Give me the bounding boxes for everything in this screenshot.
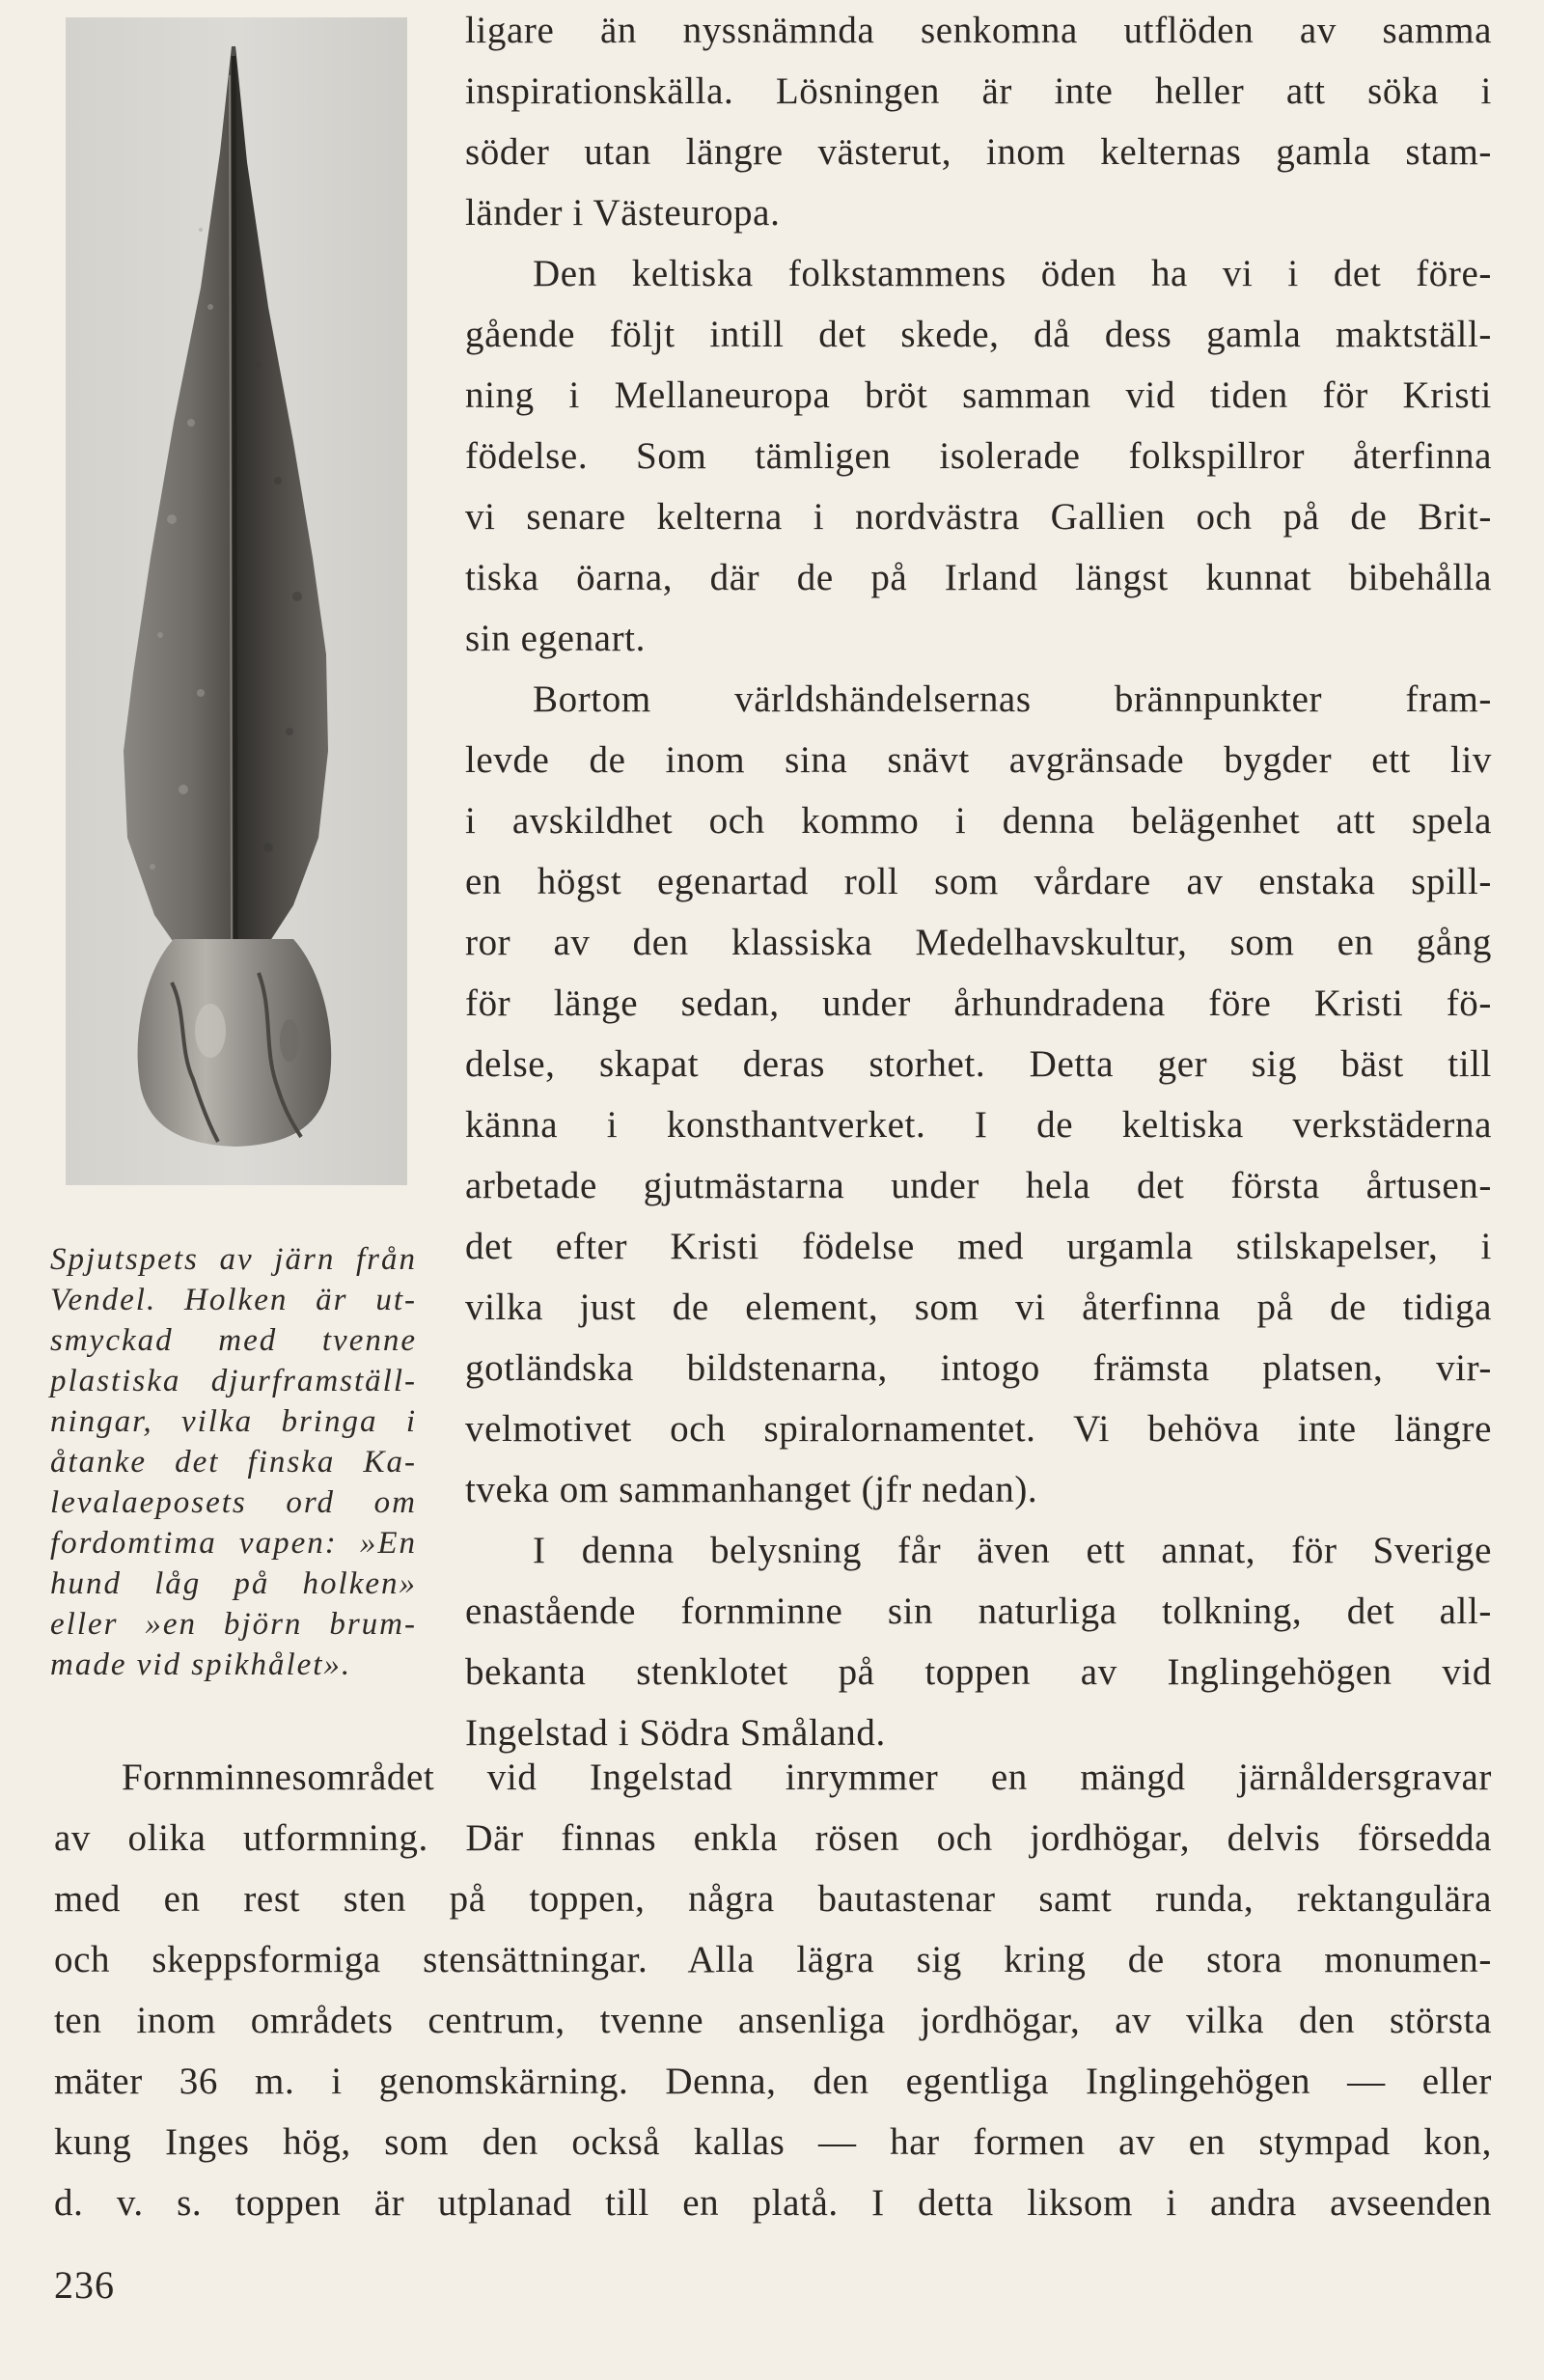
caption-line: ningar, vilka bringa i	[50, 1404, 417, 1439]
text-line: en högst egenartad roll som vårdare av enstaka spill-	[465, 861, 1492, 902]
spearhead-photo	[66, 17, 407, 1185]
text-line: sin egenart.	[465, 618, 646, 659]
text-line: gotländska bildstenarna, intogo främsta platsen, vir-	[465, 1347, 1492, 1389]
text-line: Bortom världshändelsernas brännpunkter fram-	[533, 678, 1492, 720]
text-line: tveka om sammanhanget (jfr nedan).	[465, 1469, 1038, 1510]
text-line: Ingelstad i Södra Småland.	[465, 1712, 886, 1754]
caption-line: eller »en björn brum-	[50, 1607, 417, 1642]
text-line: länder i Västeuropa.	[465, 192, 781, 234]
text-line: enastående fornminne sin naturliga tolkning, det all-	[465, 1591, 1492, 1632]
text-line: känna i konsthantverket. I de keltiska verkstäderna	[465, 1104, 1492, 1146]
body-fullwidth	[54, 1747, 1492, 2233]
text-line: delse, skapat deras storhet. Detta ger sig bäst till	[465, 1043, 1492, 1085]
caption-line: Spjutspets av järn från	[50, 1242, 417, 1277]
caption-line: hund låg på holken»	[50, 1566, 417, 1601]
text-line: i avskildhet och kommo i denna belägenhet att spela	[465, 800, 1492, 842]
text-line: ning i Mellaneuropa bröt samman vid tiden för Kristi	[465, 374, 1492, 416]
text-line: bekanta stenklotet på toppen av Inglingehögen vid	[465, 1651, 1492, 1693]
text-line: gående följt intill det skede, då dess gamla maktställ-	[465, 314, 1492, 355]
text-line: Den keltiska folkstammens öden ha vi i det före-	[533, 253, 1492, 294]
text-line: födelse. Som tämligen isolerade folkspillror återfinna	[465, 435, 1492, 477]
text-line: söder utan längre västerut, inom kelternas gamla stam-	[465, 131, 1492, 173]
text-line: kung Inges hög, som den också kallas — har formen av en stympad kon,	[54, 2121, 1492, 2163]
text-line: ror av den klassiska Medelhavskultur, som en gång	[465, 922, 1492, 963]
text-line: med en rest sten på toppen, några bautastenar samt runda, rektangulära	[54, 1878, 1492, 1920]
caption-line: plastiska djurframställ-	[50, 1364, 417, 1398]
caption-line: levalaeposets ord om	[50, 1485, 417, 1520]
text-line: arbetade gjutmästarna under hela det första årtusen-	[465, 1165, 1492, 1206]
caption-line: åtanke det finska Ka-	[50, 1445, 417, 1480]
page-number: 236	[54, 2263, 115, 2307]
text-line: det efter Kristi födelse med urgamla stilskapelser, i	[465, 1226, 1492, 1267]
caption-line: Vendel. Holken är ut-	[50, 1283, 417, 1317]
text-line: inspirationskälla. Lösningen är inte heller att söka i	[465, 70, 1492, 112]
text-line: av olika utformning. Där finnas enkla rösen och jordhögar, delvis försedda	[54, 1817, 1492, 1859]
text-line: vi senare kelterna i nordvästra Gallien och på de Brit-	[465, 496, 1492, 538]
figure-caption	[50, 1239, 417, 1685]
text-line: Fornminnesområdet vid Ingelstad inrymmer en mängd järnåldersgravar	[122, 1757, 1492, 1798]
text-line: och skeppsformiga stensättningar. Alla lägra sig kring de stora monumen-	[54, 1939, 1492, 1980]
body-column	[465, 0, 1492, 1763]
caption-line: fordomtima vapen: »En	[50, 1526, 417, 1561]
caption-line: smyckad med tvenne	[50, 1323, 417, 1358]
text-line: vilka just de element, som vi återfinna på de tidiga	[465, 1287, 1492, 1328]
spearhead-image	[66, 17, 407, 1185]
text-line: för länge sedan, under århundradena före Kristi fö-	[465, 982, 1492, 1024]
text-line: ligare än nyssnämnda senkomna utflöden av samma	[465, 10, 1492, 51]
text-line: levde de inom sina snävt avgränsade bygder ett liv	[465, 739, 1492, 781]
text-line: mäter 36 m. i genomskärning. Denna, den egentliga Inglingehögen — eller	[54, 2061, 1492, 2102]
caption-line: made vid spikhålet».	[50, 1647, 352, 1682]
text-line: tiska öarna, där de på Irland längst kunnat bibehålla	[465, 557, 1492, 598]
text-line: ten inom områdets centrum, tvenne ansenliga jordhögar, av vilka den största	[54, 2000, 1492, 2041]
text-line: d. v. s. toppen är utplanad till en platå. I detta liksom i andra avseenden	[54, 2182, 1492, 2224]
text-line: I denna belysning får även ett annat, för Sverige	[533, 1530, 1492, 1571]
text-line: velmotivet och spiralornamentet. Vi behöva inte längre	[465, 1408, 1492, 1450]
